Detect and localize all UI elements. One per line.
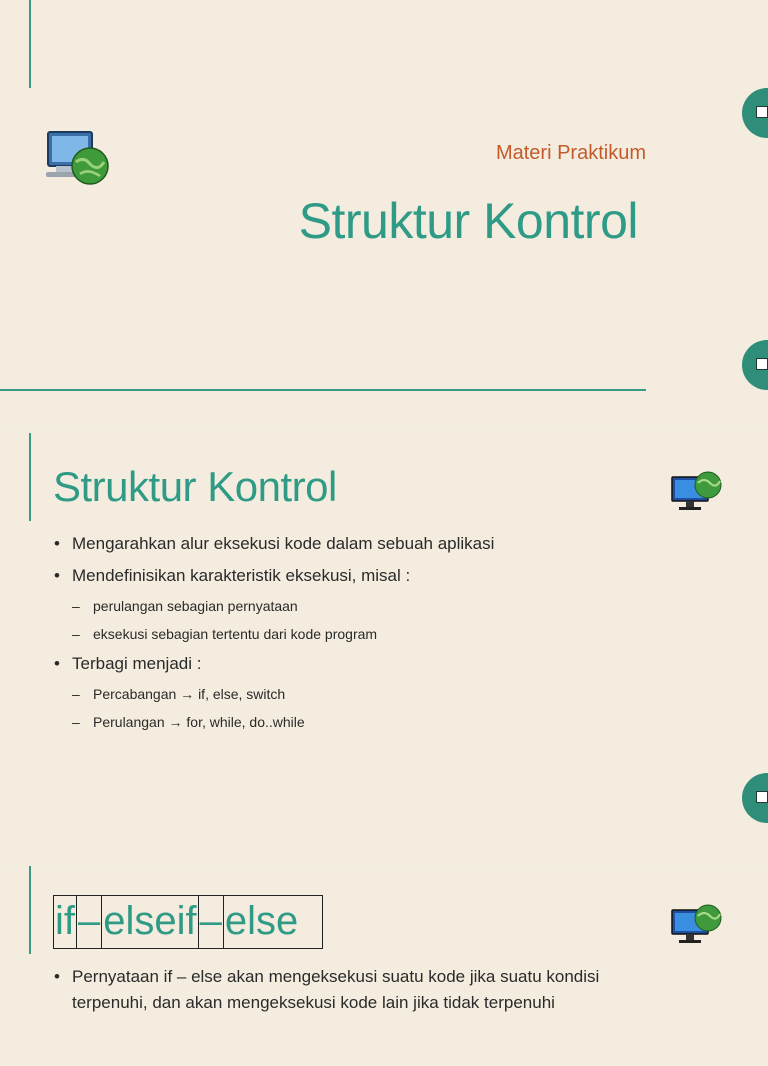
sub-list-item: – eksekusi sebagian tertentu dari kode program bbox=[72, 625, 694, 643]
slide-3 bbox=[0, 866, 768, 1066]
title-part: – bbox=[199, 896, 224, 948]
accent-vertical-line bbox=[29, 866, 31, 954]
slide-title: Struktur Kontrol bbox=[53, 463, 337, 510]
sub-list-item: – Percabangan → if, else, switch bbox=[72, 685, 694, 703]
slide-nav-tab[interactable] bbox=[742, 88, 768, 138]
list-item: • Mendefinisikan karakteristik eksekusi, misal : – perulangan sebagian pernyataan – eksekusi sebagian tertentu dari kode program bbox=[54, 565, 694, 643]
title-part: else bbox=[224, 899, 299, 943]
accent-horizontal-line bbox=[0, 389, 646, 391]
slide-nav-tab[interactable] bbox=[742, 773, 768, 823]
slide-title bbox=[53, 895, 323, 949]
list-item: • Terbagi menjadi : – Percabangan → if, else, switch – Perulangan → for, while, do..while bbox=[54, 653, 694, 731]
monitor-globe-icon bbox=[670, 467, 722, 513]
computer-globe-icon bbox=[44, 128, 112, 190]
title-part: – bbox=[77, 896, 102, 948]
bullet-text: • Pernyataan if – else akan mengeksekusi suatu kode jika suatu kondisi terpenuhi, dan akan mengeksekusi kode lain jika tidak terpenuhi bbox=[54, 964, 632, 1016]
sub-list-item: – perulangan sebagian pernyataan bbox=[72, 597, 694, 615]
sub-list-item: – Perulangan → for, while, do..while bbox=[72, 713, 694, 731]
bullet-list bbox=[54, 533, 694, 741]
slide-2 bbox=[0, 433, 768, 863]
accent-vertical-line bbox=[29, 0, 31, 88]
slide-1 bbox=[0, 0, 768, 430]
list-item: • Mengarahkan alur eksekusi kode dalam sebuah aplikasi bbox=[54, 533, 694, 555]
title-part: if bbox=[54, 896, 77, 948]
title-part: elseif bbox=[102, 896, 198, 948]
subtitle: Materi Praktikum bbox=[495, 142, 646, 164]
accent-vertical-line bbox=[29, 433, 31, 521]
slide-nav-tab[interactable] bbox=[742, 340, 768, 390]
page-title: Struktur Kontrol bbox=[298, 193, 638, 249]
monitor-globe-icon bbox=[670, 900, 722, 946]
